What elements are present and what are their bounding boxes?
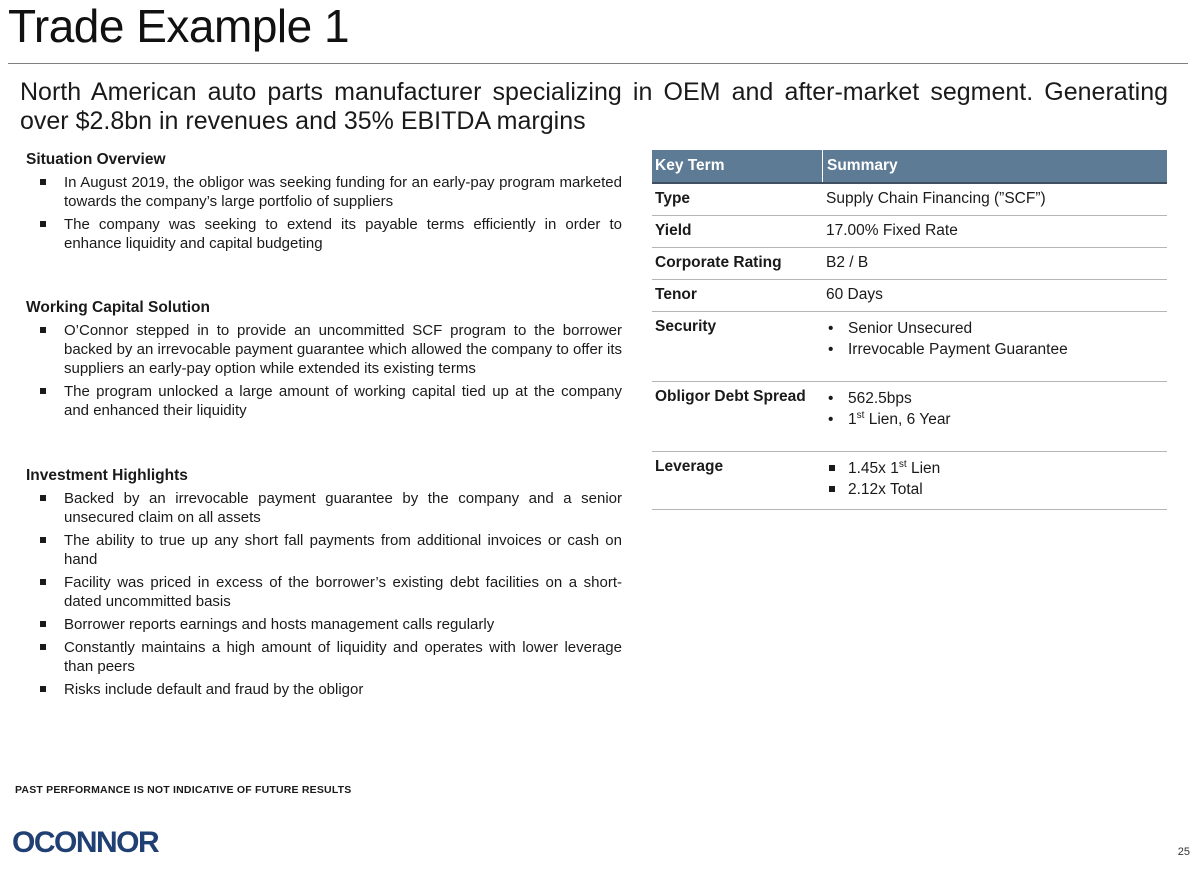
- value-list: [826, 388, 1167, 430]
- square-bullet-icon: [829, 465, 835, 471]
- bullet-item: The ability to true up any short fall payments from additional invoices or cash on hand: [26, 531, 622, 569]
- section-title: Working Capital Solution: [26, 299, 210, 316]
- term-key: Corporate Rating: [655, 254, 782, 271]
- term-value: B2 / B: [826, 254, 869, 271]
- square-bullet-icon: [40, 388, 46, 394]
- term-key: Security: [655, 318, 717, 335]
- round-bullet-icon: •: [828, 341, 834, 358]
- table-row-leverage: [652, 452, 1167, 510]
- list-item: • 1st Lien, 6 Year: [828, 409, 951, 428]
- bullet-item: Constantly maintains a high amount of liquidity and operates with lower leverage than peers: [26, 638, 622, 676]
- header-summary: Summary: [822, 150, 1167, 182]
- round-bullet-icon: •: [828, 411, 834, 428]
- table-row: [652, 248, 1167, 280]
- bullet-list: [26, 173, 622, 253]
- value-list: [826, 458, 1167, 500]
- bullet-item: The program unlocked a large amount of working capital tied up at the company and enhanced their liquidity: [26, 382, 622, 420]
- term-key: Type: [655, 190, 691, 207]
- bullet-list: [26, 489, 622, 699]
- square-bullet-icon: [40, 579, 46, 585]
- square-bullet-icon: [40, 686, 46, 692]
- term-value: 17.00% Fixed Rate: [826, 222, 958, 239]
- term-key: Leverage: [655, 458, 724, 475]
- value-list: [826, 318, 1167, 360]
- square-bullet-icon: [829, 486, 835, 492]
- page-title: Trade Example 1: [8, 0, 350, 52]
- list-item: 1.45x 1st Lien: [826, 458, 1167, 479]
- bullet-item: The company was seeking to extend its payable terms efficiently in order to enhance liquidity and capital budgeting: [26, 215, 622, 253]
- list-item: • 562.5bps: [828, 390, 912, 407]
- company-logo: OCONNOR: [12, 826, 159, 859]
- round-bullet-icon: •: [828, 390, 834, 407]
- square-bullet-icon: [40, 221, 46, 227]
- key-terms-table: [652, 150, 1167, 510]
- bullet-item: O’Connor stepped in to provide an uncommitted SCF program to the borrower backed by an irrevocable payment guarantee which allowed the company to offer its suppliers an early-pay option while extended its existing terms: [26, 321, 622, 378]
- disclaimer: PAST PERFORMANCE IS NOT INDICATIVE OF FUTURE RESULTS: [15, 784, 352, 796]
- table-header: [652, 150, 1167, 184]
- list-item: • Irrevocable Payment Guarantee: [828, 341, 1068, 358]
- bullet-item: Borrower reports earnings and hosts management calls regularly: [26, 615, 622, 634]
- term-value: [822, 312, 1167, 381]
- square-bullet-icon: [40, 621, 46, 627]
- investment-highlights-section: [26, 466, 622, 703]
- term-value: [822, 382, 1167, 451]
- bullet-item: Facility was priced in excess of the borrower’s existing debt facilities on a short-dated uncommitted basis: [26, 573, 622, 611]
- square-bullet-icon: [40, 495, 46, 501]
- square-bullet-icon: [40, 179, 46, 185]
- square-bullet-icon: [40, 537, 46, 543]
- bullet-list: [26, 321, 622, 420]
- square-bullet-icon: [40, 327, 46, 333]
- header-key-term: Key Term: [655, 157, 725, 174]
- round-bullet-icon: •: [828, 320, 834, 337]
- term-value: 60 Days: [826, 286, 883, 303]
- list-item: • Senior Unsecured: [828, 320, 973, 337]
- section-title: Situation Overview: [26, 151, 166, 168]
- term-value: [822, 452, 1167, 509]
- table-row-spread: [652, 382, 1167, 452]
- bullet-item: Backed by an irrevocable payment guarantee by the company and a senior unsecured claim on all assets: [26, 489, 622, 527]
- term-key: Obligor Debt Spread: [655, 388, 806, 405]
- situation-overview-section: [26, 150, 622, 257]
- working-capital-section: [26, 298, 622, 424]
- table-row: [652, 184, 1167, 216]
- square-bullet-icon: [40, 644, 46, 650]
- term-key: Tenor: [655, 286, 697, 303]
- title-divider: [8, 63, 1188, 64]
- bullet-item: In August 2019, the obligor was seeking funding for an early-pay program marketed towards the company’s large portfolio of suppliers: [26, 173, 622, 211]
- list-item: 2.12x Total: [826, 479, 1167, 500]
- table-row: [652, 216, 1167, 248]
- page-subtitle: North American auto parts manufacturer specializing in OEM and after-market segment. Generating over $2.8bn in revenues and 35% EBITDA margins: [20, 78, 1168, 135]
- term-value: Supply Chain Financing (”SCF”): [826, 190, 1046, 207]
- section-title: Investment Highlights: [26, 467, 188, 484]
- bullet-item: Risks include default and fraud by the obligor: [26, 680, 622, 699]
- table-row: [652, 280, 1167, 312]
- term-key: Yield: [655, 222, 692, 239]
- page-number: 25: [1177, 846, 1190, 858]
- table-row-security: [652, 312, 1167, 382]
